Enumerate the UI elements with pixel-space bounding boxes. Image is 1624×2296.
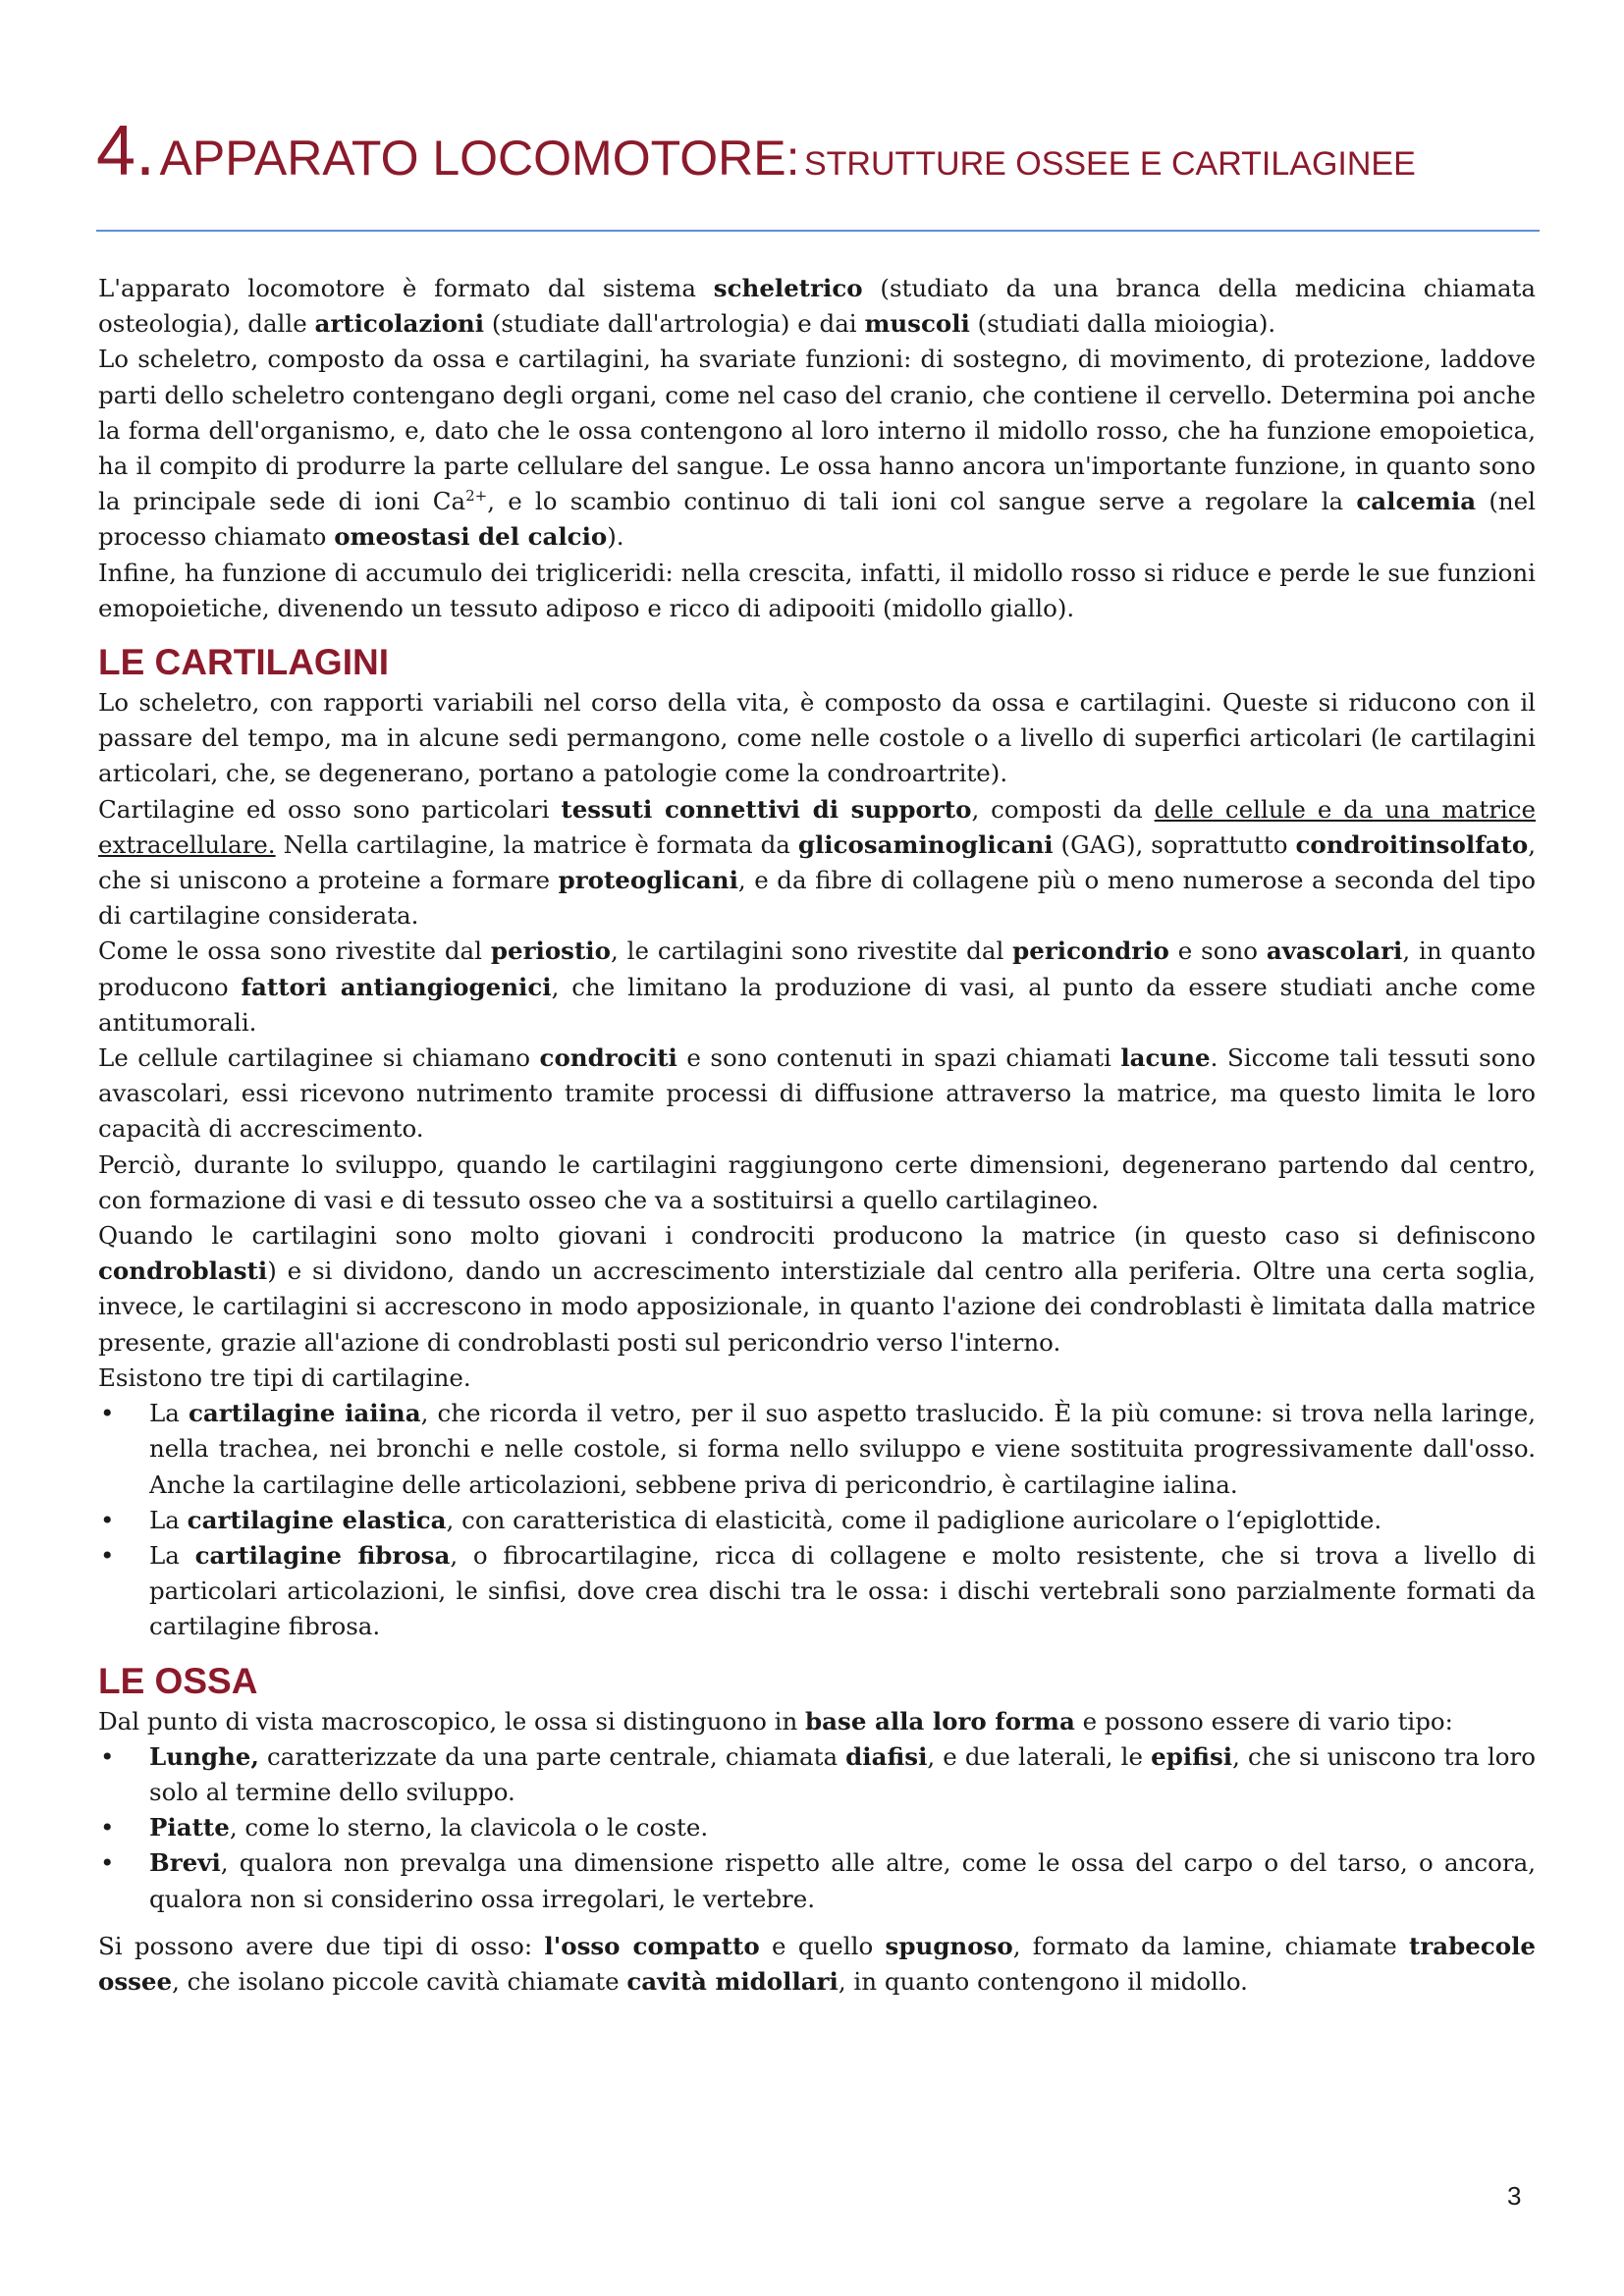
body-text: [98, 271, 1536, 2000]
page-number: 3: [1507, 2181, 1522, 2211]
list-item: • Lunghe, caratterizzate da una parte centrale, chiamata diafisi, e due laterali, le epifisi, che si uniscono tra loro solo al termine dello sviluppo.: [98, 1739, 1536, 1810]
spacer: [98, 1917, 1536, 1929]
cartilagini-paragraph-1: Lo scheletro, con rapporti variabili nel corso della vita, è composto da ossa e cartilagini. Queste si riducono con il passare del tempo, ma in alcune sedi permangono, come nelle costole o a livello di superfici articolari (le cartilagini articolari, che, se degenerano, portano a patologie come la condroartrite).: [98, 688, 1536, 788]
list-item: • La cartilagine iaiina, che ricorda il vetro, per il suo aspetto traslucido. È la più comune: si trova nella laringe, nella trachea, nei bronchi e nelle costole, si forma nello sviluppo e viene sostituita progressivamente dall'osso. Anche la cartilagine delle articolazioni, sebbene priva di pericondrio, è cartilagine ialina.: [98, 1396, 1536, 1503]
intro-paragraph-2: Lo scheletro, composto da ossa e cartilagini, ha svariate funzioni: di sostegno, di movimento, di protezione, laddove parti dello scheletro contengano degli organi, come nel caso del cranio, che contiene il cervello. Determina poi anche la forma dell'organismo, e, dato che le ossa contengono al loro interno il midollo rosso, che ha funzione emopoietica, ha il compito di produrre la parte cellulare del sangue. Le ossa hanno ancora un'importante funzione, in quanto sono la principale sede di ioni $Ca^{2+}$, e lo scambio continuo di tali ioni col sangue serve a regolare la calcemia (nel processo chiamato omeostasi del calcio).: [98, 345, 1536, 552]
cartilagini-paragraph-7: Esistono tre tipi di cartilagine.: [98, 1362, 471, 1392]
cartilagini-paragraph-5: Perciò, durante lo sviluppo, quando le cartilagini raggiungono certe dimensioni, degenerano partendo dal centro, con formazione di vasi e di tessuto osseo che va a sostituirsi a quello cartilagineo.: [98, 1149, 1536, 1214]
section-heading-cartilagini: LE CARTILAGINI: [98, 642, 389, 683]
cartilage-types-list: [98, 1396, 1536, 1644]
page-title: [96, 112, 1416, 190]
cartilagini-paragraph-4: Le cellule cartilaginee si chiamano condrociti e sono contenuti in spazi chiamati lacune. Siccome tali tessuti sono avascolari, essi ricevono nutrimento tramite processi di diffusione attraverso la matrice, ma questo limita le loro capacità di accrescimento.: [98, 1043, 1536, 1144]
chapter-number: 4.: [96, 112, 156, 190]
cartilagini-paragraph-3: Come le ossa sono rivestite dal periostio, le cartilagini sono rivestite dal pericondrio e sono avascolari, in quanto producono fattori antiangiogenici, che limitano la produzione di vasi, al punto da essere studiati anche come antitumorali.: [98, 936, 1536, 1037]
bullet-icon: •: [100, 1505, 115, 1534]
bullet-icon: •: [100, 1848, 115, 1878]
bone-shapes-list: [98, 1739, 1536, 1917]
cartilagini-paragraph-6: Quando le cartilagini sono molto giovani i condrociti producono la matrice (in questo caso si definiscono condroblasti) e si dividono, dando un accrescimento interstiziale dal centro alla periferia. Oltre una certa soglia, invece, le cartilagini si accrescono in modo apposizionale, in quanto l'azione dei condroblasti è limitata dalla matrice presente, grazie all'azione di condroblasti posti sul pericondrio verso l'interno.: [98, 1221, 1536, 1357]
ossa-paragraph-1: Dal punto di vista macroscopico, le ossa si distinguono in base alla loro forma e possono essere di vario tipo:: [98, 1706, 1453, 1735]
bullet-icon: •: [100, 1741, 115, 1771]
intro-paragraph-1: L'apparato locomotore è formato dal sistema scheletrico (studiato da una branca della medicina chiamata osteologia), dalle articolazioni (studiate dall'artrologia) e dai muscoli (studiati dalla mioiogia).: [98, 274, 1537, 339]
list-item: • La cartilagine elastica, con caratteristica di elasticità, come il padiglione auricolare o l‘epiglottide.: [98, 1503, 1536, 1538]
intro-paragraph-3: Infine, ha funzione di accumulo dei trigliceridi: nella crescita, infatti, il midollo rosso si riduce e perde le sue funzioni emopoietiche, divenendo un tessuto adiposo e ricco di adipooiti (midollo giallo).: [98, 558, 1536, 622]
bullet-icon: •: [100, 1813, 115, 1842]
list-item: • Brevi, qualora non prevalga una dimensione rispetto alle altre, come le ossa del carpo o del tarso, o ancora, qualora non si considerino ossa irregolari, le vertebre.: [98, 1845, 1536, 1916]
bullet-icon: •: [100, 1540, 115, 1570]
list-item: • La cartilagine fibrosa, o fibrocartilagine, ricca di collagene e molto resistente, che si trova a livello di particolari articolazioni, le sinfisi, dove crea dischi tra le ossa: i dischi vertebrali sono parzialmente formati da cartilagine fibrosa.: [98, 1538, 1536, 1645]
ossa-paragraph-2: Si possono avere due tipi di osso: l'osso compatto e quello spugnoso, formato da lamine, chiamate trabecole ossee, che isolano piccole cavità chiamate cavità midollari, in quanto contengono il midollo.: [98, 1931, 1536, 1996]
list-item: • Piatte, come lo sterno, la clavicola o le coste.: [98, 1810, 1536, 1845]
chapter-subtitle: STRUTTURE OSSEE E CARTILAGINEE: [803, 145, 1416, 183]
chapter-title: APPARATO LOCOMOTORE:: [159, 131, 800, 186]
cartilagini-paragraph-2: Cartilagine ed osso sono particolari tessuti connettivi di supporto, composti da delle cellule e da una matrice extracellulare. Nella cartilagine, la matrice è formata da glicosaminoglicani (GAG), soprattutto condroitinsolfato, che si uniscono a proteine a formare proteoglicani, e da fibre di collagene più o meno numerose a seconda del tipo di cartilagine considerata.: [98, 794, 1536, 931]
section-heading-ossa: LE OSSA: [98, 1660, 258, 1701]
bullet-icon: •: [100, 1399, 115, 1428]
title-divider: [96, 230, 1540, 232]
